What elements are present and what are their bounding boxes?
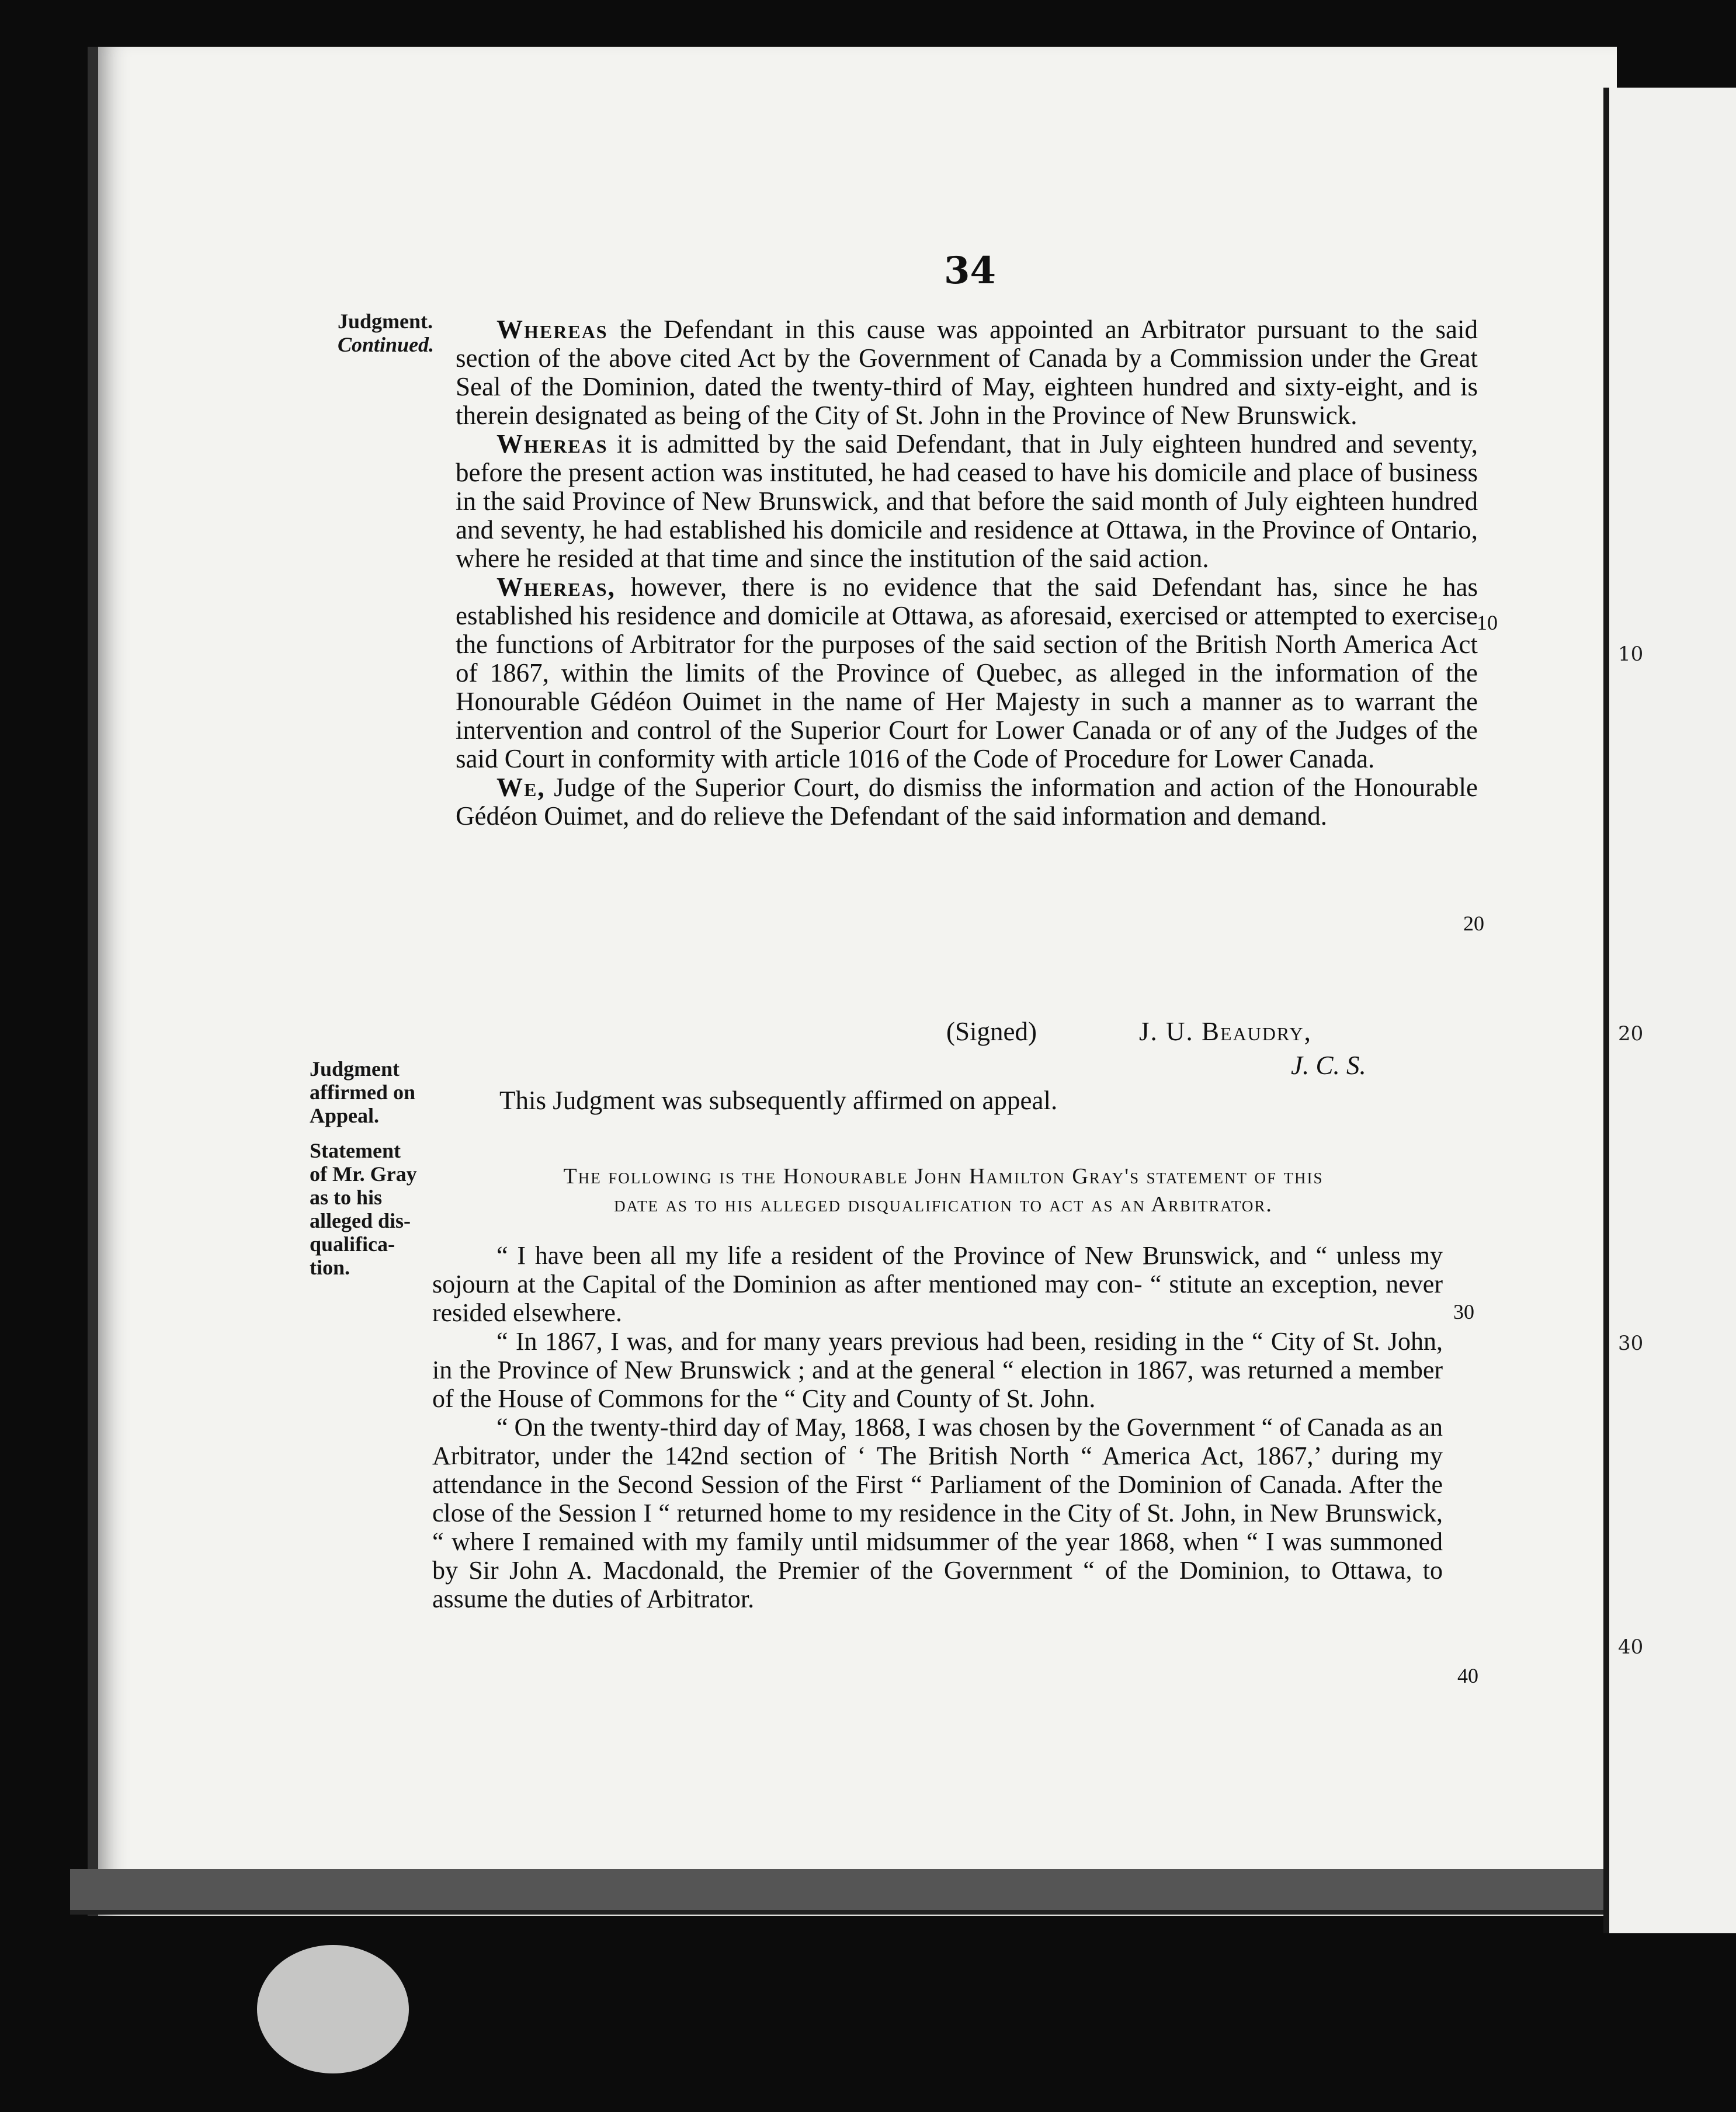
signature-signed-label: (Signed) [946,1017,1037,1046]
judgment-paragraph-2-text: it is admitted by the said Defendant, that in July eighteen hundred and seventy, before the present action was instituted, he had ceased to have his domicile and place of business in the said Province of New Brunswick, and that before the said month of July eighteen hundred and seventy, he had established his domicile and residence at Ottawa, in the Province of Ontario, where he resided at that time and since the institution of the said action. [456,429,1478,573]
scan-light-artifact [257,1945,409,2073]
statement-paragraph-2: “ In 1867, I was, and for many years previous had been, residing in the “ City of St. John, in the Province of New Brunswick ; and at the general “ election in 1867, was returned a member of the House of Commons for the “ City and County of St. John. [432,1327,1443,1413]
statement-paragraph-3: “ On the twenty-third day of May, 1868, I was chosen by the Government “ of Canada as an Arbitrator, under the 142nd section of ‘ The British North “ America Act, 1867,’ during my attendance in the Second Session of the First “ Parliament of the Dominion of Canada. After the close of the Session I “ returned home to my residence in the City of St. John, in New Brunswick, “ where I remained with my family until midsummer of the year 1868, when “ I was summoned by Sir John A. Macdonald, the Premier of the Government “ of the Dominion, to Ottawa, to assume the duties of Arbitrator. [432,1413,1443,1613]
judgment-paragraph-1-lead: Whereas [497,315,608,344]
signature-role: J. C. S. [1291,1051,1366,1080]
margin-note-statement [310,1139,417,1279]
judgment-text [456,315,1478,831]
statement-paragraph-1: “ I have been all my life a resident of the Province of New Brunswick, and “ unless my sojourn at the Capital of the Dominion as after mentioned may con- “ stitute an exception, never resided elsewhere. [432,1241,1443,1327]
margin-note-statement-line-3: as to his [310,1186,383,1209]
judgment-paragraph-3-text: however, there is no evidence that the said Defendant has, since he has established his residence and domicile at Ottawa, as aforesaid, exercised or attempted to exercise the functions of Arbitrator for the purposes of the said section of the British North America Act of 1867, within the limits of the Province of Quebec, as alleged in the information of the Honourable Gédéon Ouimet in the name of Her Majesty in such a manner as to warrant the intervention and control of the Superior Court for Lower Canada or of any of the Judges of the said Court in conformity with article 1016 of the Code of Procedure for Lower Canada. [456,572,1478,773]
adjacent-line-number-40: 40 [1618,1635,1644,1659]
margin-note-statement-line-6: tion. [310,1256,350,1279]
adjacent-page-strip [1603,88,1736,1933]
margin-note-affirmed [310,1057,415,1127]
judgment-paragraph-4-lead: We, [497,773,546,802]
judgment-paragraph-3 [456,573,1478,773]
margin-note-affirmed-line-3: Appeal. [310,1104,380,1127]
judgment-paragraph-4-text: Judge of the Superior Court, do dismiss the information and action of the Honourable Gédéon Ouimet, and do relieve the Defendant of the said information and demand. [456,773,1478,831]
line-number-10: 10 [1477,611,1498,634]
judgment-paragraph-1-text: the Defendant in this cause was appointed an Arbitrator pursuant to the said section of the above cited Act by the Government of Canada by a Commission under the Great Seal of the Dominion, dated the twenty-third of May, eighteen hundred and sixty-eight, and is therein designated as being of the City of St. John in the Province of New Brunswick. [456,315,1478,430]
margin-note-statement-line-1: Statement [310,1139,401,1162]
line-number-40: 40 [1457,1664,1478,1687]
signature-block [946,1016,1472,1080]
judgment-paragraph-4 [456,773,1478,831]
margin-note-statement-line-5: qualifica- [310,1232,395,1256]
adjacent-line-number-20: 20 [1618,1022,1644,1045]
section-heading [432,1162,1454,1218]
affirmed-statement: This Judgment was subsequently affirmed on appeal. [499,1086,1058,1115]
judgment-paragraph-1 [456,315,1478,430]
margin-note-statement-line-4: alleged dis- [310,1209,411,1232]
margin-note-judgment [338,310,434,356]
margin-note-judgment-sub: Continued. [338,333,435,356]
line-number-30: 30 [1453,1300,1474,1324]
margin-note-affirmed-line-1: Judgment [310,1057,400,1081]
line-number-20: 20 [1463,912,1484,935]
page-number: 34 [944,249,997,293]
adjacent-line-number-10: 10 [1618,642,1644,666]
margin-note-affirmed-line-2: affirmed on [310,1081,415,1104]
margin-note-judgment-title: Judgment. [338,310,433,333]
signature-name: J. U. Beaudry, [1139,1017,1312,1046]
page-edge-shadow [70,1869,1606,1915]
section-heading-line-2: date as to his alleged disqualification to act as an Arbitrator. [614,1192,1273,1217]
judgment-paragraph-2-lead: Whereas [497,429,608,458]
judgment-paragraph-2 [456,430,1478,573]
gray-statement [432,1241,1443,1613]
adjacent-line-number-30: 30 [1618,1332,1644,1355]
margin-note-statement-line-2: of Mr. Gray [310,1162,417,1186]
judgment-paragraph-3-lead: Whereas, [497,572,616,602]
section-heading-line-1: The following is the Honourable John Hamilton Gray's statement of this [563,1164,1324,1189]
